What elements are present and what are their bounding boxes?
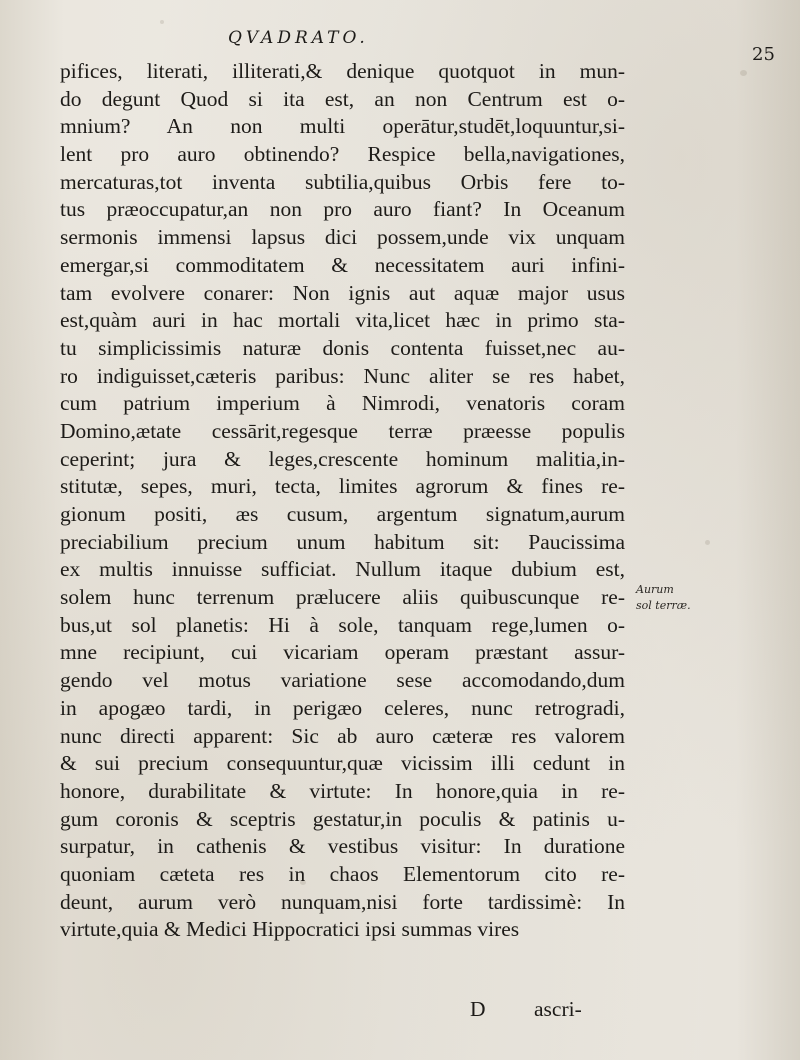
- marginal-note-line: sol terræ.: [636, 599, 691, 612]
- text-line: ro indiguisset,cæteris paribus: Nunc aliter se res habet,: [60, 363, 625, 388]
- text-line: mne recipiunt, cui vicariam operam præstant assur-: [60, 640, 625, 665]
- text-line: ceperint; jura & leges,crescente hominum malitia,in-: [60, 446, 625, 471]
- page-number: 25: [752, 44, 775, 65]
- text-line: pifices, literati, illiterati,& denique quotquot in mun-: [60, 59, 625, 83]
- catchword: ascri-: [534, 997, 582, 1021]
- signature-mark: D: [470, 997, 486, 1021]
- text-line: sermonis immensi lapsus dici possem,unde vix unquam: [60, 225, 625, 250]
- text-line: Domino,ætate cessārit,regesque terræ præesse populis: [60, 418, 625, 443]
- text-line: solem hunc terrenum prælucere aliis quibuscunque re-: [60, 585, 625, 610]
- text-line: gionum positi, æs cusum, argentum signatum,aurum: [60, 502, 625, 526]
- text-line: in apogæo tardi, in perigæo celeres, nunc retrogradi,: [60, 695, 625, 720]
- text-line: tam evolvere conarer: Non ignis aut aquæ major usus: [60, 280, 625, 305]
- text-line: gum coronis & sceptris gestatur,in poculis & patinis u-: [60, 806, 625, 831]
- text-line: gendo vel motus variatione sese accomodando,dum: [60, 668, 625, 693]
- text-line: stitutæ, sepes, muri, tecta, limites agrorum & fines re-: [60, 474, 625, 499]
- text-line: deunt, aurum verò nunquam,nisi forte tardissimè: In: [60, 889, 625, 914]
- text-line: honore, durabilitate & virtute: In honore,quia in re-: [60, 778, 625, 803]
- text-line: bus,ut sol planetis: Hi à sole, tanquam rege,lumen o-: [60, 612, 625, 637]
- text-line: do degunt Quod si ita est, an non Centrum est o-: [60, 86, 625, 111]
- text-line: & sui precium consequuntur,quæ vicissim illi cedunt in: [60, 751, 625, 776]
- text-line: surpatur, in cathenis & vestibus visitur: In duratione: [60, 834, 625, 859]
- text-line: quoniam cæteta res in chaos Elementorum cito re-: [60, 861, 625, 886]
- text-line: cum patrium imperium à Nimrodi, venatoris coram: [60, 391, 625, 416]
- running-title: QVADRATO.: [228, 28, 369, 48]
- text-line: nunc directi apparent: Sic ab auro cæteræ res valorem: [60, 723, 625, 748]
- text-line: virtute,quia & Medici Hippocratici ipsi summas vires: [60, 917, 520, 942]
- body-text: [60, 58, 625, 944]
- text-line: est,quàm auri in hac mortali vita,licet hæc in primo sta-: [60, 308, 625, 333]
- text-line: lent pro auro obtinendo? Respice bella,navigationes,: [60, 142, 625, 167]
- text-line: preciabilium precium unum habitum sit: Paucissima: [60, 529, 625, 554]
- text-line: tu simplicissimis naturæ donis contenta fuisset,nec au-: [60, 335, 625, 360]
- text-line: emergar,si commoditatem & necessitatem auri infini-: [60, 252, 625, 277]
- paper-stain: [160, 20, 164, 24]
- text-line: mercaturas,tot inventa subtilia,quibus Orbis fere to-: [60, 169, 625, 194]
- marginal-note-line: Aurum: [636, 583, 674, 596]
- text-line: mnium? An non multi operātur,studēt,loquuntur,si-: [60, 114, 625, 139]
- paper-stain: [705, 540, 710, 545]
- marginal-note: [636, 582, 691, 614]
- text-line: tus præoccupatur,an non pro auro fiant? In Oceanum: [60, 197, 625, 222]
- text-line: ex multis innuisse sufficiat. Nullum itaque dubium est,: [60, 557, 625, 582]
- paper-stain: [740, 70, 747, 76]
